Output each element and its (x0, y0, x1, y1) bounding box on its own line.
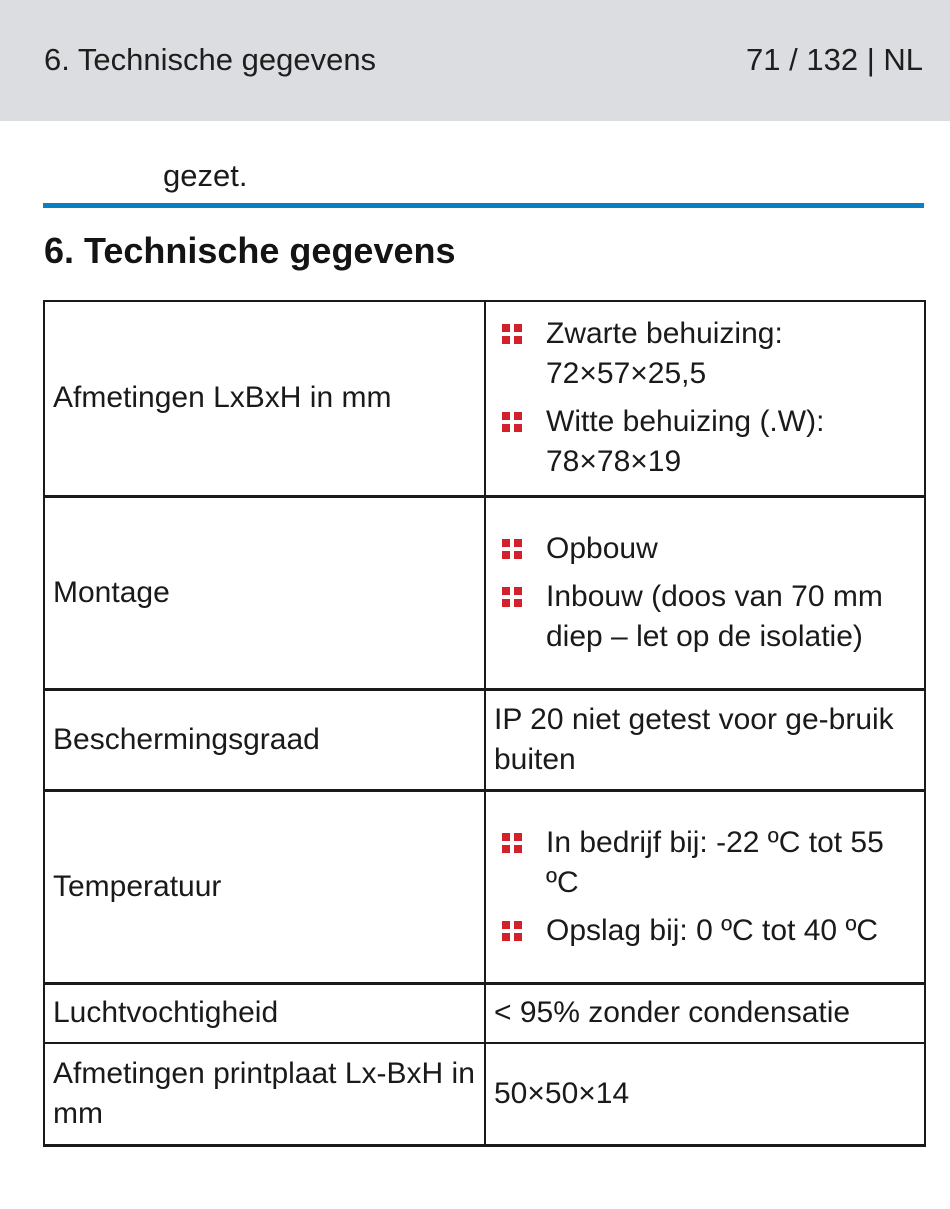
row-value (485, 496, 925, 689)
row-label: Afmetingen LxBxH in mm (44, 301, 485, 496)
continuation-text: gezet. (163, 158, 248, 193)
list-item: In bedrijf bij: -22 ºC tot 55 ºC (494, 823, 916, 903)
row-label: Afmetingen printplaat Lx-BxH in mm (44, 1043, 485, 1145)
bullet-list (494, 314, 916, 482)
page-number: 71 / 132 | NL (746, 42, 923, 77)
table-row (44, 983, 925, 1043)
row-value: 50×50×14 (485, 1043, 925, 1145)
list-item: Opbouw (494, 529, 916, 569)
list-item: Zwarte behuizing: 72×57×25,5 (494, 314, 916, 394)
red-square-grid-icon (502, 324, 522, 344)
section-divider (43, 203, 924, 208)
row-value (485, 790, 925, 983)
row-value (485, 301, 925, 496)
technical-data-table (43, 300, 926, 1147)
table-row (44, 301, 925, 496)
table-row (44, 790, 925, 983)
bullet-list (494, 823, 916, 951)
row-label: Luchtvochtigheid (44, 983, 485, 1043)
row-value: IP 20 niet getest voor ge-bruik buiten (485, 689, 925, 790)
list-item: Opslag bij: 0 ºC tot 40 ºC (494, 911, 916, 951)
row-label: Temperatuur (44, 790, 485, 983)
row-label: Beschermingsgraad (44, 689, 485, 790)
section-title: 6. Technische gegevens (44, 230, 456, 271)
list-item: Witte behuizing (.W): 78×78×19 (494, 402, 916, 482)
red-square-grid-icon (502, 921, 522, 941)
bullet-list (494, 529, 916, 657)
red-square-grid-icon (502, 587, 522, 607)
red-square-grid-icon (502, 539, 522, 559)
red-square-grid-icon (502, 412, 522, 432)
row-value: < 95% zonder condensatie (485, 983, 925, 1043)
table-row (44, 496, 925, 689)
red-square-grid-icon (502, 833, 522, 853)
list-item: Inbouw (doos van 70 mm diep – let op de isolatie) (494, 577, 916, 657)
table-row (44, 1043, 925, 1145)
page-header (0, 0, 950, 121)
row-label: Montage (44, 496, 485, 689)
header-title: 6. Technische gegevens (44, 42, 377, 77)
table-row (44, 689, 925, 790)
